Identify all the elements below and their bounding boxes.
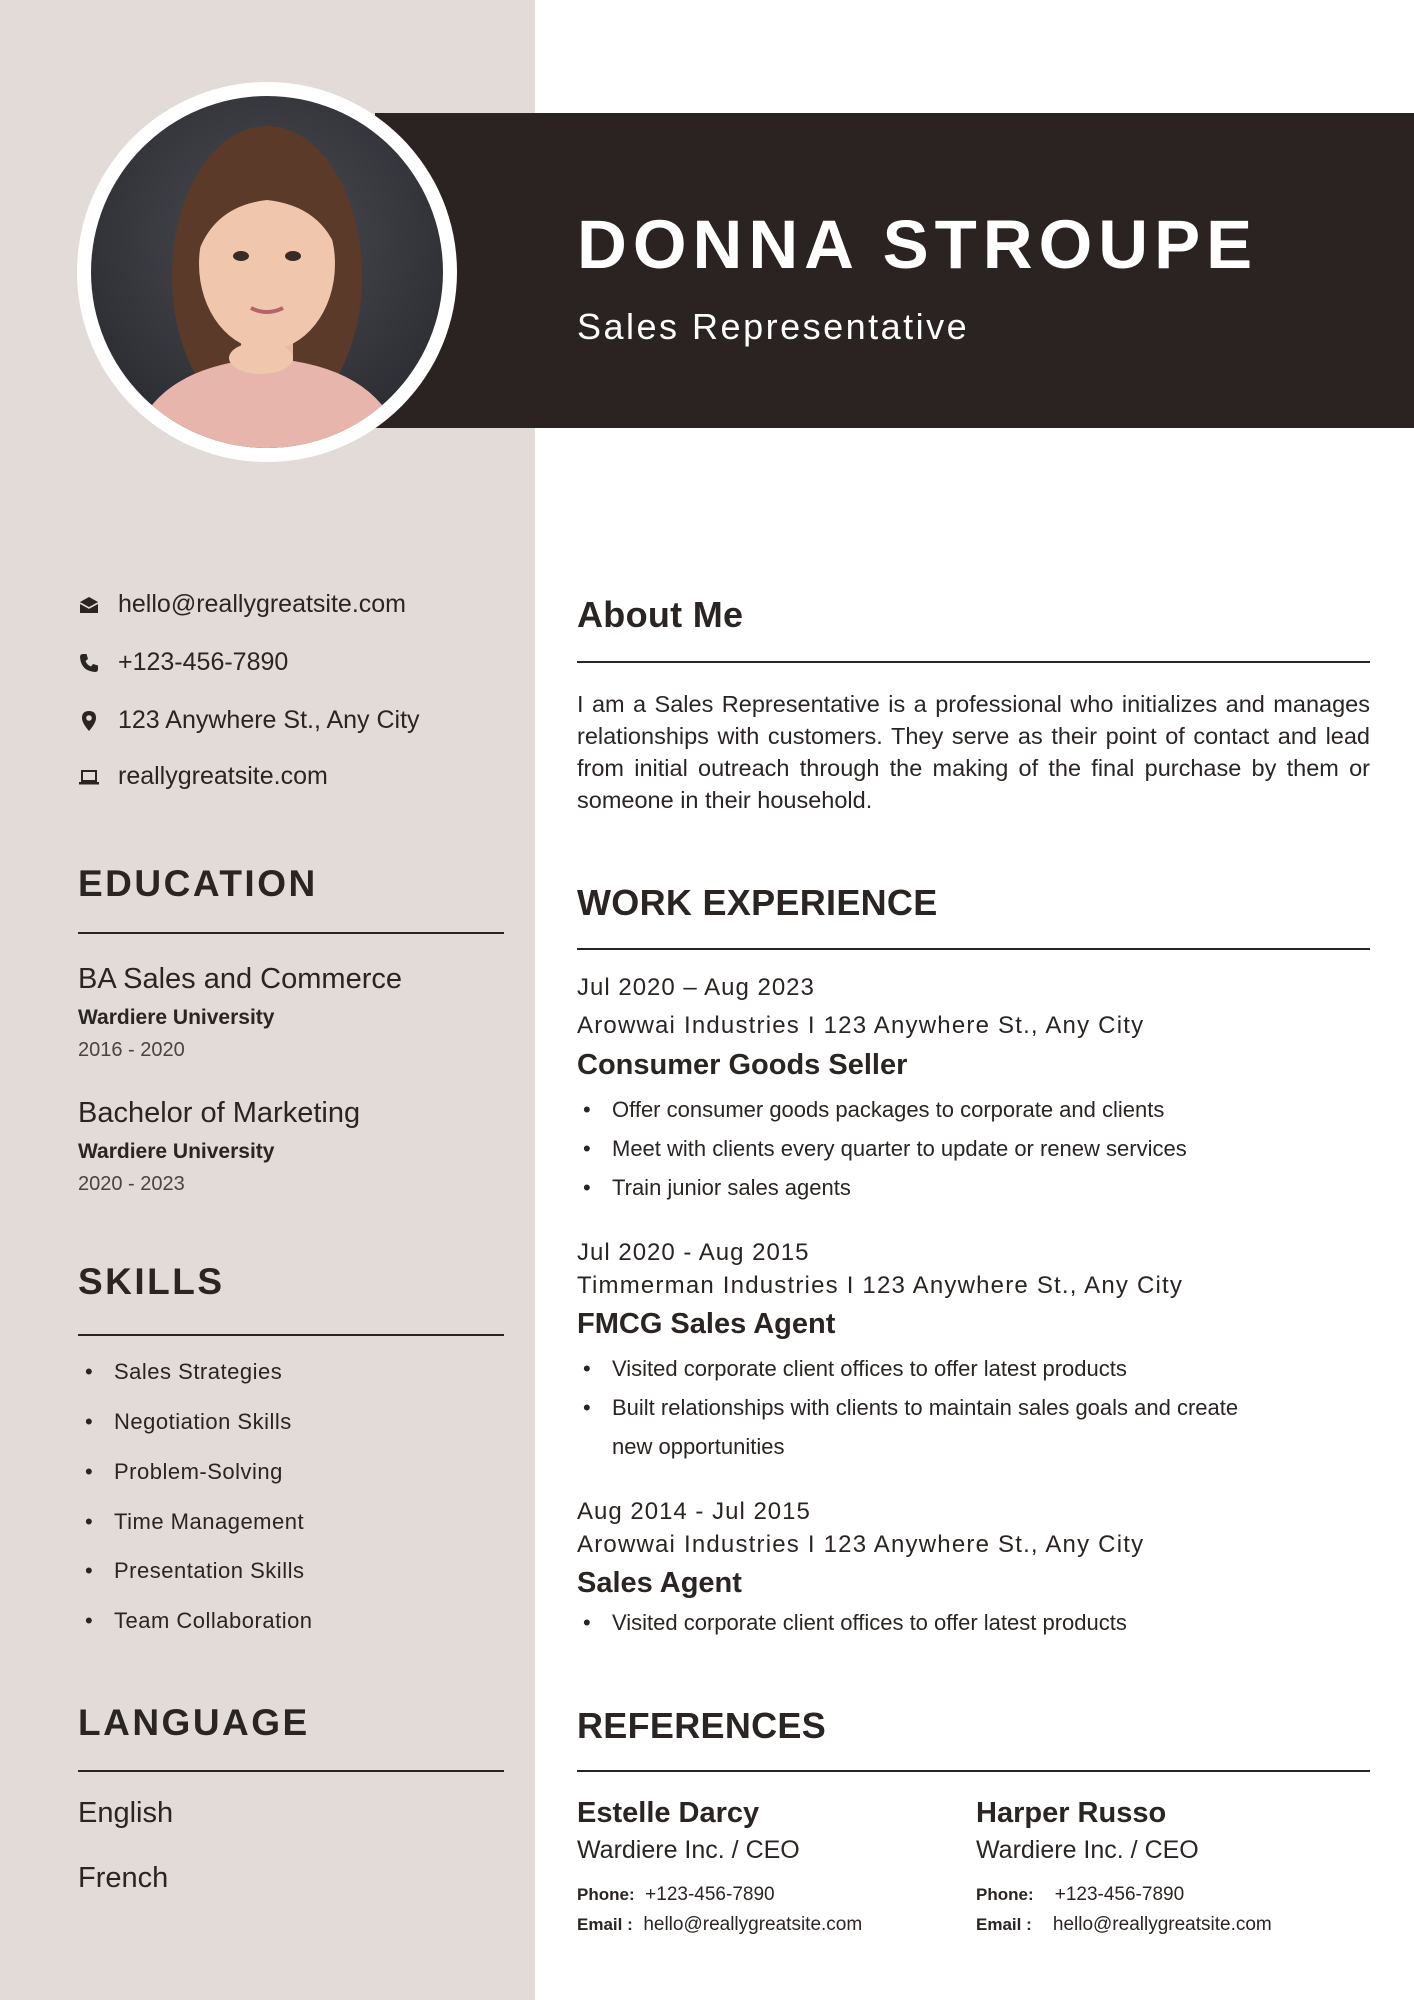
job-bullet: • Meet with clients every quarter to update or renew services xyxy=(583,1136,1187,1162)
job-bullet: • Train junior sales agents xyxy=(583,1175,851,1201)
education-years: 2020 - 2023 xyxy=(78,1173,185,1195)
contact-address[interactable] xyxy=(78,706,420,735)
language-item: French xyxy=(78,1862,169,1894)
education-heading: EDUCATION xyxy=(78,863,318,904)
education-school: Wardiere University xyxy=(78,1006,275,1029)
education-divider xyxy=(78,932,504,934)
reference-role: Wardiere Inc. / CEO xyxy=(577,1836,800,1864)
job-dates: Aug 2014 - Jul 2015 xyxy=(577,1498,811,1525)
candidate-name: DONNA STROUPE xyxy=(577,206,1259,283)
references-divider xyxy=(577,1770,1370,1772)
education-degree: Bachelor of Marketing xyxy=(78,1097,361,1129)
job-bullet: • Offer consumer goods packages to corporate and clients xyxy=(583,1097,1164,1123)
skill-item: • Problem-Solving xyxy=(85,1459,283,1485)
job-dates: Jul 2020 - Aug 2015 xyxy=(577,1239,810,1266)
skills-divider xyxy=(78,1334,504,1336)
contact-email[interactable] xyxy=(78,590,406,619)
job-title: FMCG Sales Agent xyxy=(577,1308,836,1340)
contact-website-text: reallygreatsite.com xyxy=(118,762,328,790)
contact-phone-text: +123-456-7890 xyxy=(118,648,289,676)
skill-item: • Team Collaboration xyxy=(85,1608,313,1634)
contact-website[interactable] xyxy=(78,762,328,791)
portrait-illustration xyxy=(91,96,443,448)
job-company: Timmerman Industries I 123 Anywhere St., Any City xyxy=(577,1272,1184,1299)
job-company: Arowwai Industries I 123 Anywhere St., Any City xyxy=(577,1012,1145,1039)
job-bullet: • Visited corporate client offices to offer latest products xyxy=(583,1610,1127,1636)
references-heading: REFERENCES xyxy=(577,1705,827,1746)
job-dates: Jul 2020 – Aug 2023 xyxy=(577,974,815,1001)
skill-item: • Sales Strategies xyxy=(85,1359,282,1385)
location-pin-icon xyxy=(78,710,100,732)
candidate-role: Sales Representative xyxy=(577,306,970,347)
job-bullet-continuation: new opportunities xyxy=(612,1434,785,1459)
education-degree: BA Sales and Commerce xyxy=(78,963,402,995)
skill-item: • Presentation Skills xyxy=(85,1558,304,1584)
reference-name: Harper Russo xyxy=(976,1797,1167,1829)
about-text: I am a Sales Representative is a professional who initializes and manages relationships with customers. They serve as their point of contact and lead from initial outreach through the making of the final purchase by them or someone in their household. xyxy=(577,691,1370,813)
reference-email[interactable]: Email : hello@reallygreatsite.com xyxy=(577,1914,863,1935)
reference-email[interactable]: Email : hello@reallygreatsite.com xyxy=(976,1914,1272,1935)
profile-photo xyxy=(91,96,443,448)
job-title: Sales Agent xyxy=(577,1567,742,1599)
reference-name: Estelle Darcy xyxy=(577,1797,760,1829)
skill-item: • Time Management xyxy=(85,1509,304,1535)
about-heading: About Me xyxy=(577,594,744,635)
laptop-icon xyxy=(78,766,100,788)
language-item: English xyxy=(78,1797,174,1829)
reference-phone[interactable]: Phone: +123-456-7890 xyxy=(577,1884,775,1905)
reference-phone[interactable]: Phone: +123-456-7890 xyxy=(976,1884,1185,1905)
job-company: Arowwai Industries I 123 Anywhere St., Any City xyxy=(577,1531,1145,1558)
job-title: Consumer Goods Seller xyxy=(577,1049,908,1081)
language-divider xyxy=(78,1770,504,1772)
skill-item: • Negotiation Skills xyxy=(85,1409,292,1435)
envelope-icon xyxy=(78,594,100,616)
reference-role: Wardiere Inc. / CEO xyxy=(976,1836,1199,1864)
education-years: 2016 - 2020 xyxy=(78,1039,185,1061)
education-school: Wardiere University xyxy=(78,1140,275,1163)
about-divider xyxy=(577,661,1370,663)
language-heading: LANGUAGE xyxy=(78,1702,310,1743)
contact-address-text: 123 Anywhere St., Any City xyxy=(118,706,420,734)
phone-icon xyxy=(78,652,100,674)
job-bullet: • Visited corporate client offices to offer latest products xyxy=(583,1356,1127,1382)
work-divider xyxy=(577,948,1370,950)
work-heading: WORK EXPERIENCE xyxy=(577,882,938,923)
skills-heading: SKILLS xyxy=(78,1261,225,1302)
contact-email-text: hello@reallygreatsite.com xyxy=(118,590,407,618)
job-bullet: • Built relationships with clients to maintain sales goals and create xyxy=(583,1395,1238,1421)
contact-phone[interactable] xyxy=(78,648,288,677)
